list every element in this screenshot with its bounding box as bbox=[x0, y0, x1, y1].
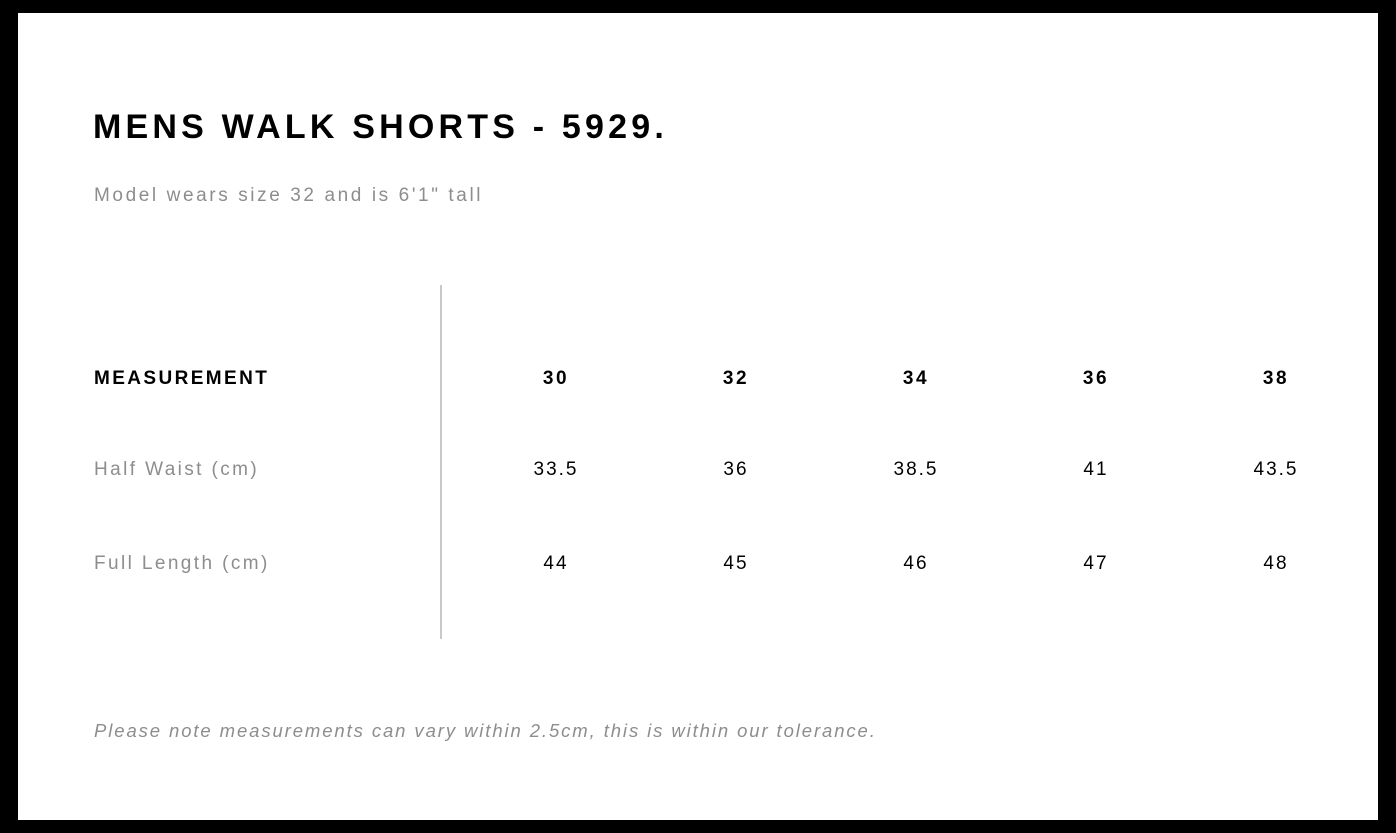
column-header-size: 30 bbox=[542, 368, 570, 389]
column-header-size: 36 bbox=[1082, 368, 1110, 389]
table-cell: 33.5 bbox=[533, 459, 579, 480]
column-header-size: 34 bbox=[902, 368, 930, 389]
model-info: Model wears size 32 and is 6'1" tall bbox=[94, 185, 484, 206]
tolerance-note: Please note measurements can vary within 2.5cm, this is within our tolerance. bbox=[94, 720, 877, 741]
table-cell: 43.5 bbox=[1253, 459, 1299, 480]
column-header-size: 32 bbox=[722, 368, 750, 389]
row-label: Half Waist (cm) bbox=[94, 459, 260, 480]
column-header-size: 38 bbox=[1262, 368, 1290, 389]
row-label: Full Length (cm) bbox=[94, 553, 270, 574]
table-cell: 46 bbox=[903, 553, 929, 574]
size-guide-card bbox=[18, 13, 1378, 820]
table-cell: 44 bbox=[543, 553, 569, 574]
table-cell: 36 bbox=[723, 459, 749, 480]
table-cell: 38.5 bbox=[893, 459, 939, 480]
page-title: MENS WALK SHORTS - 5929. bbox=[93, 108, 668, 146]
table-cell: 48 bbox=[1263, 553, 1289, 574]
table-cell: 45 bbox=[723, 553, 749, 574]
column-header-measurement: MEASUREMENT bbox=[94, 368, 270, 389]
table-cell: 47 bbox=[1083, 553, 1109, 574]
size-chart-table bbox=[18, 13, 1378, 820]
table-cell: 41 bbox=[1083, 459, 1109, 480]
